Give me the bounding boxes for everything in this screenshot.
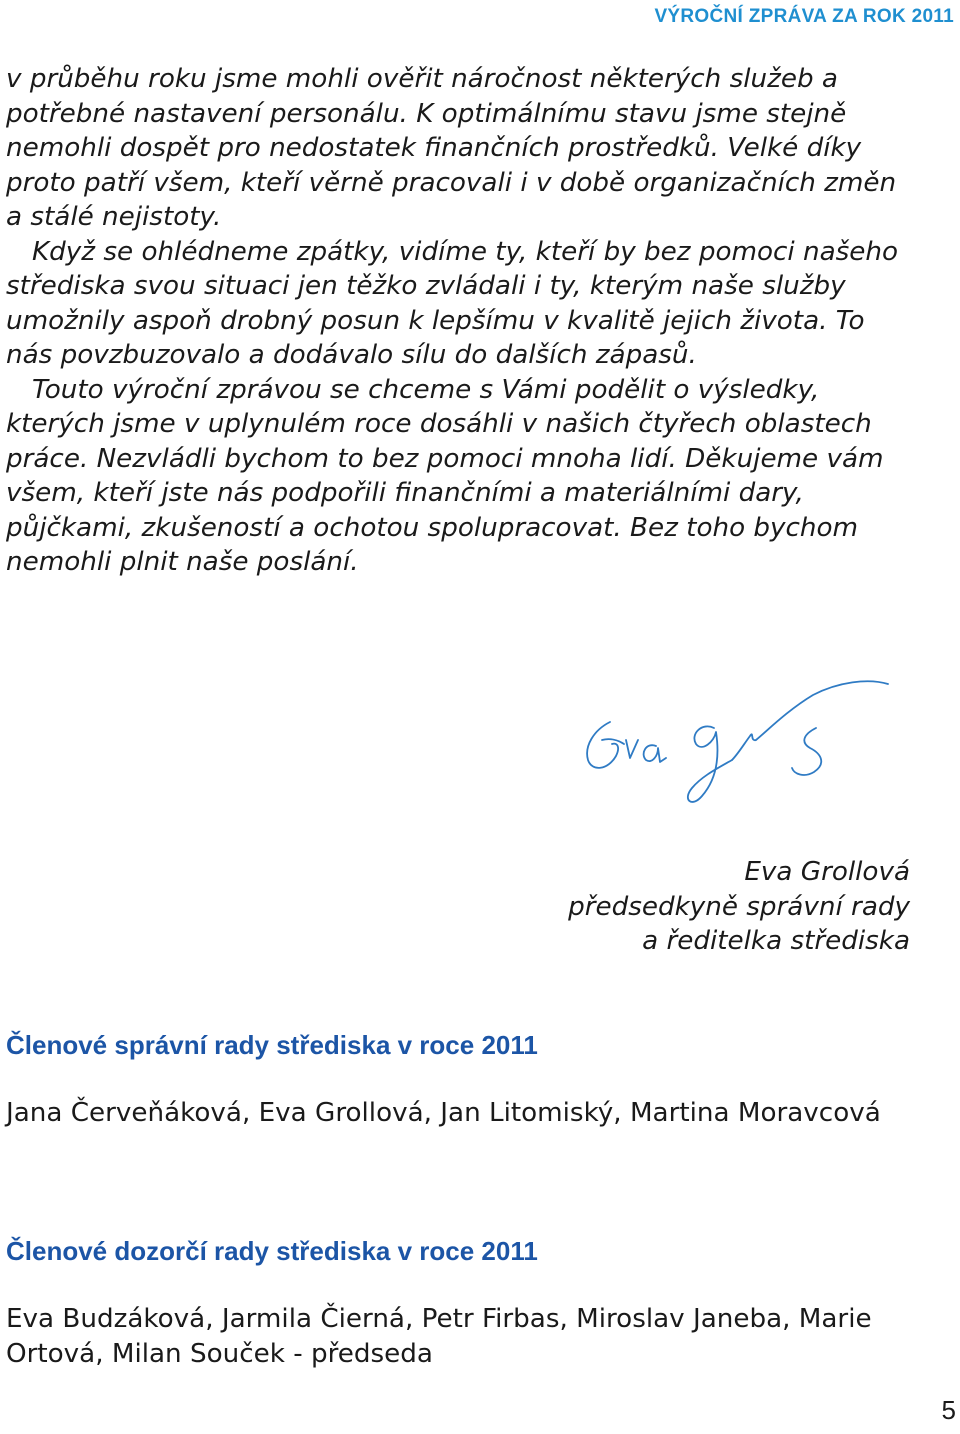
- handwritten-signature: [578, 680, 893, 820]
- board-members: Jana Červeňáková, Eva Grollová, Jan Litomiský, Martina Moravcová: [6, 1098, 881, 1128]
- signatory-role-2: a ředitelka střediska: [642, 926, 910, 956]
- report-header: VÝROČNÍ ZPRÁVA ZA ROK 2011: [654, 6, 954, 27]
- paragraph-1: v průběhu roku jsme mohli ověřit náročnost některých služeb a potřebné nastavení personálu. K optimálnímu stavu jsme stejně nemohli dospět pro nedostatek finančních prostředků. Velké díky proto patří všem, kteří věrně pracovali i v době organizačních změn a stálé nejistoty.: [6, 64, 897, 232]
- paragraph-2: Když se ohlédneme zpátky, vidíme ty, kteří by bez pomoci našeho střediska svou situaci jen těžko zvládali i ty, kterým naše služby umožnily aspoň drobný posun k lepšímu v kvalitě jejich života. To nás povzbuzovalo a dodávalo sílu do dalších zápasů.: [6, 236, 899, 370]
- supervisory-members: Eva Budzáková, Jarmila Čierná, Petr Firbas, Miroslav Janeba, Marie Ortová, Milan Souček - předseda: [6, 1304, 872, 1369]
- signature-block: [568, 855, 910, 959]
- signatory-name: Eva Grollová: [744, 857, 910, 887]
- page-number: 5: [941, 1395, 956, 1425]
- signature-strokes: [587, 681, 888, 802]
- paragraph-3: Touto výroční zprávou se chceme s Vámi podělit o výsledky, kterých jsme v uplynulém roce dosáhli v našich čtyřech oblastech práce. Nezvládli bychom to bez pomoci mnoha lidí. Děkujeme vám všem, kteří jste nás podpořili finančními a materiálními dary, půjčkami, zkušeností a ochotou spolupracovat. Bez toho bychom nemohli plnit naše poslání.: [6, 374, 884, 577]
- supervisory-heading: Členové dozorčí rady střediska v roce 2011: [6, 1236, 538, 1266]
- board-heading: Členové správní rady střediska v roce 2011: [6, 1030, 538, 1060]
- signatory-role: předsedkyně správní rady: [568, 891, 910, 922]
- intro-text: [6, 62, 912, 580]
